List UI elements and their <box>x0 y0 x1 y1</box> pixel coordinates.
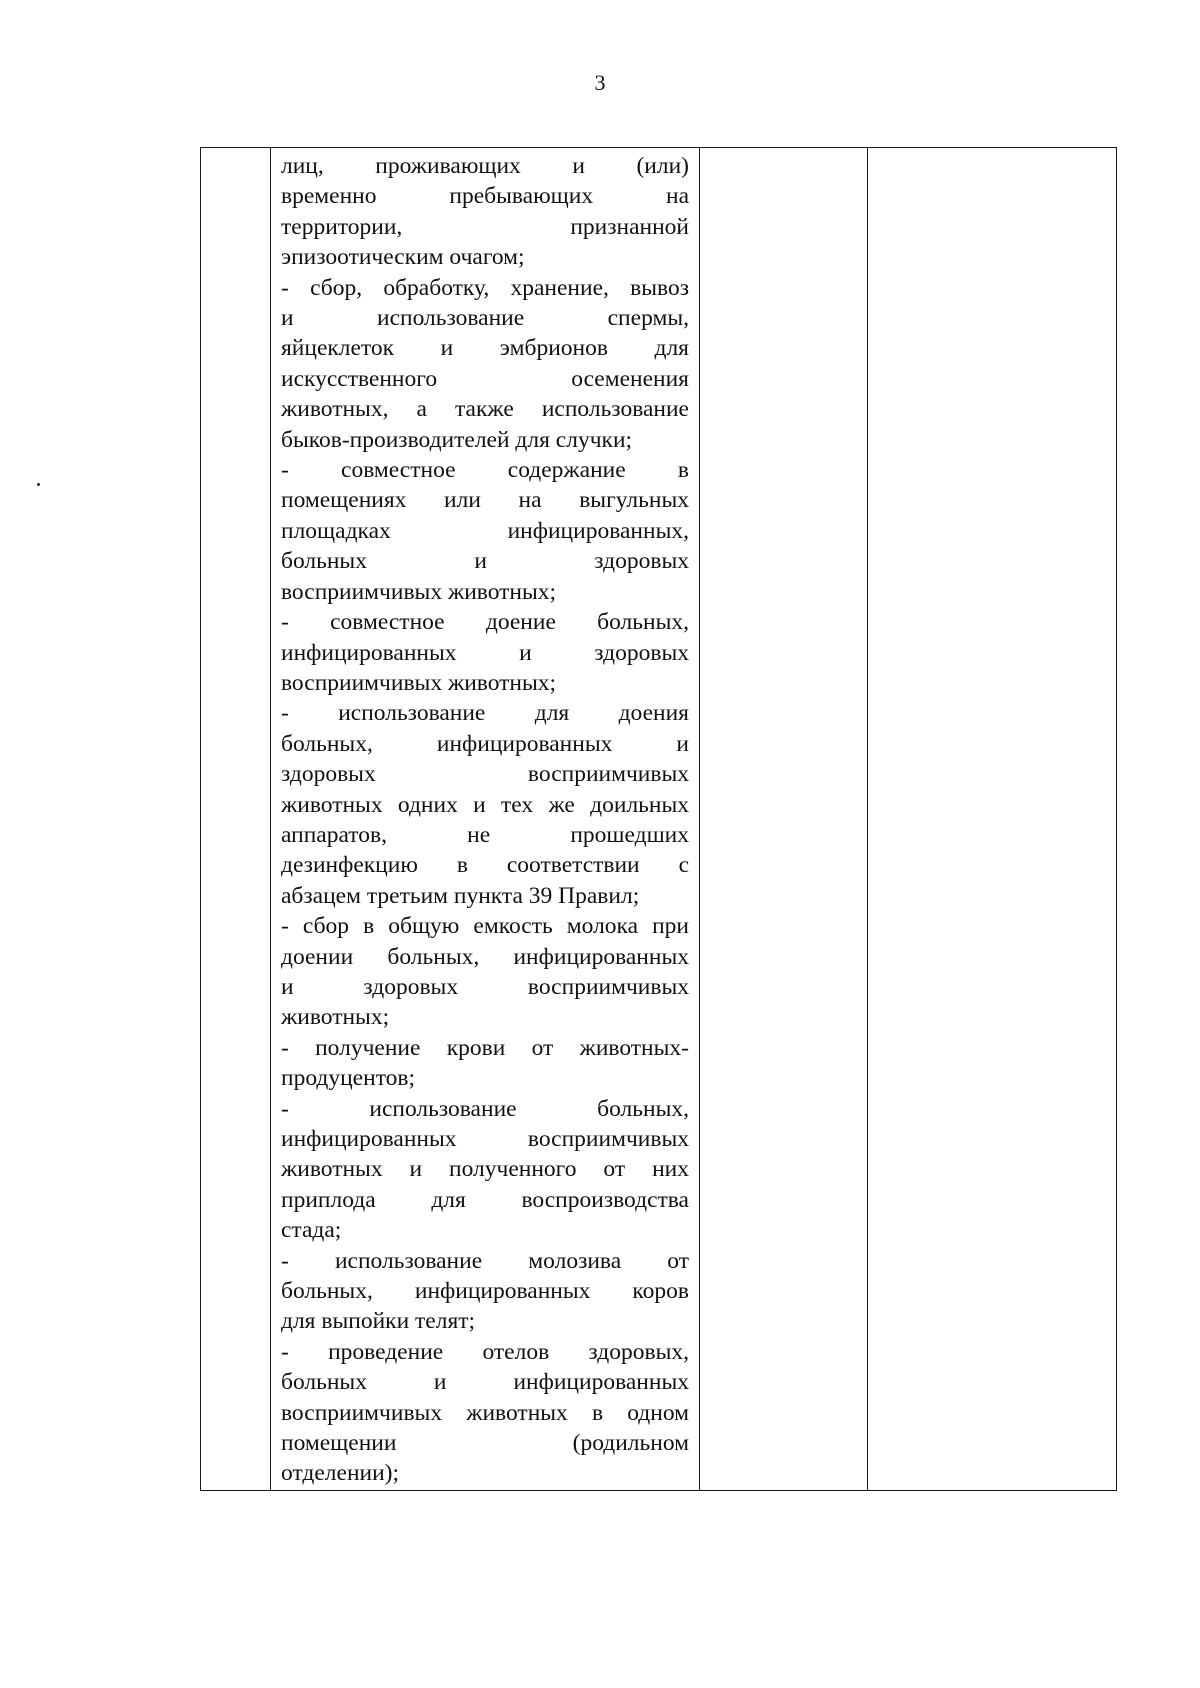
text-line: искусственного осеменения <box>281 365 689 392</box>
text-line: больных, инфицированных коров <box>281 1278 689 1305</box>
text-line: восприимчивых животных в одном <box>281 1399 689 1426</box>
text-line: восприимчивых животных; <box>281 578 557 605</box>
text-line: продуцентов; <box>281 1065 416 1092</box>
scan-speck <box>37 483 40 486</box>
text-line: - совместное доение больных, <box>281 609 689 636</box>
measures-text <box>271 148 699 1490</box>
table-row <box>201 148 1117 1491</box>
text-line: стада; <box>281 1217 342 1244</box>
text-line: приплода для воспроизводства <box>281 1186 689 1213</box>
text-line: помещениях или на выгульных <box>281 487 689 514</box>
measures-text-cell <box>271 148 700 1491</box>
text-line: здоровых восприимчивых <box>281 761 689 788</box>
text-line: животных одних и тех же доильных <box>281 791 689 818</box>
text-line: яйцеклеток и эмбрионов для <box>281 335 689 362</box>
text-line: аппаратов, не прошедших <box>281 821 689 848</box>
text-line: эпизоотическим очагом; <box>281 244 525 271</box>
text-line: животных; <box>281 1004 390 1031</box>
text-line: инфицированных и здоровых <box>281 639 689 666</box>
text-line: и здоровых восприимчивых <box>281 973 689 1000</box>
text-line: животных, а также использование <box>281 396 689 423</box>
text-line: - сбор, обработку, хранение, вывоз <box>281 274 689 301</box>
text-line: - проведение отелов здоровых, <box>281 1338 689 1365</box>
text-line: инфицированных восприимчивых <box>281 1126 689 1152</box>
text-line: - использование больных, <box>281 1095 689 1122</box>
empty-cell-4 <box>868 148 1117 1491</box>
text-line: больных и здоровых <box>281 548 689 575</box>
text-line: - сбор в общую емкость молока при <box>281 913 689 940</box>
text-line: больных, инфицированных и <box>281 730 689 757</box>
text-line: площадках инфицированных, <box>281 517 689 544</box>
text-line: лиц, проживающих и (или) <box>281 153 689 179</box>
measures-table <box>200 147 1117 1491</box>
text-line: быков-производителей для случки; <box>281 426 633 453</box>
text-line: - использование для доения <box>281 700 689 727</box>
text-line: территории, признанной <box>281 213 689 240</box>
page-number: 3 <box>594 70 606 95</box>
text-line: - совместное содержание в <box>281 457 689 484</box>
text-line: временно пребывающих на <box>281 183 689 210</box>
text-line: - использование молозива от <box>281 1247 689 1274</box>
text-line: дезинфекцию в соответствии с <box>281 852 689 879</box>
number-cell <box>201 148 271 1491</box>
text-line: - получение крови от животных- <box>281 1034 689 1061</box>
text-line: для выпойки телят; <box>281 1308 476 1335</box>
text-line: и использование спермы, <box>281 305 689 332</box>
text-line: животных и полученного от них <box>281 1156 689 1183</box>
text-line: больных и инфицированных <box>281 1369 689 1396</box>
text-line: восприимчивых животных; <box>281 669 557 696</box>
text-line: абзацем третьим пункта 39 Правил; <box>281 882 640 909</box>
text-line: доении больных, инфицированных <box>281 943 689 970</box>
text-line: помещении (родильном <box>281 1430 689 1457</box>
text-line: отделении); <box>281 1460 400 1487</box>
empty-cell-3 <box>700 148 868 1491</box>
